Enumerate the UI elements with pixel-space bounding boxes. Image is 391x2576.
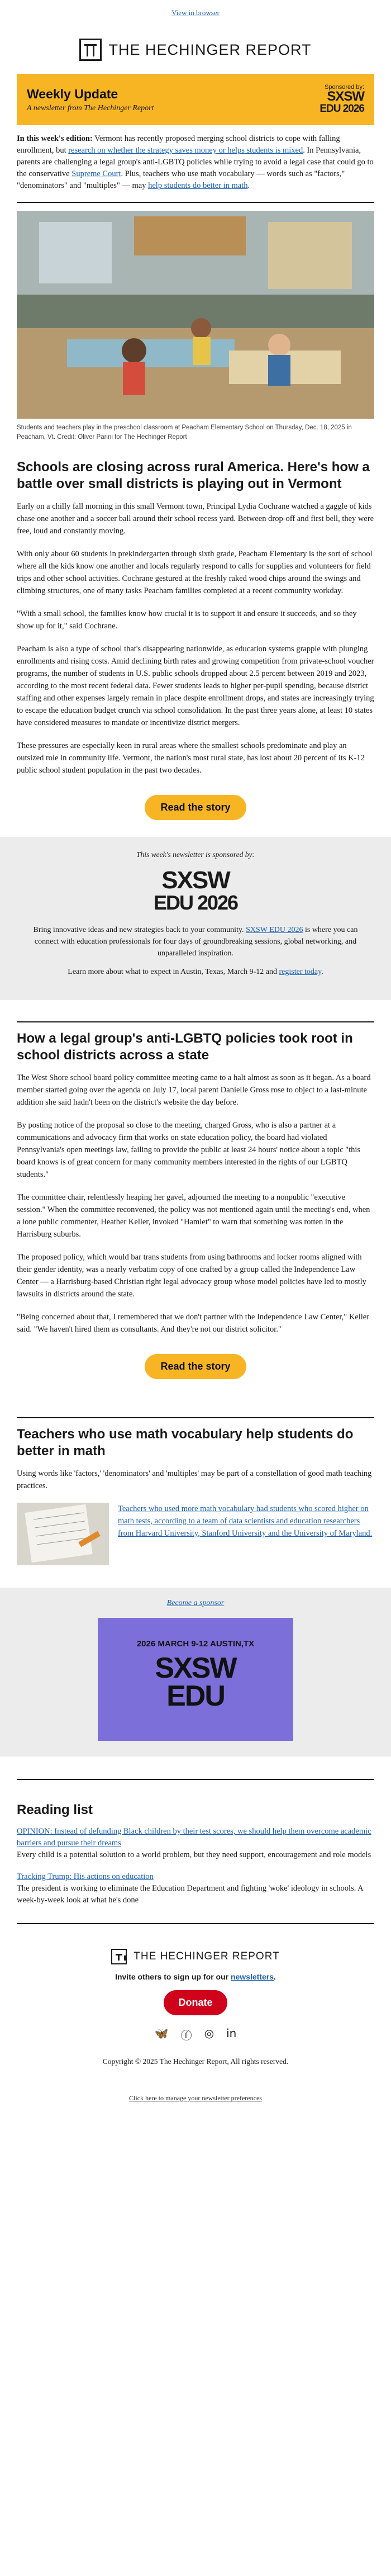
ad-edu: EDU	[166, 1680, 225, 1712]
classroom-photo[interactable]	[17, 211, 374, 419]
reading-item-link[interactable]: Tracking Trump: His actions on education	[17, 1872, 154, 1881]
divider	[17, 1021, 374, 1022]
sxsw-logo-line2: EDU 2026	[153, 891, 238, 914]
sponsor-block	[0, 837, 391, 1000]
view-in-browser-link[interactable]: View in browser	[171, 8, 220, 17]
invite-line	[17, 1972, 374, 1981]
bluesky-icon[interactable]: 🦋	[154, 2026, 169, 2040]
photo-caption: Students and teachers play in the preschool classroom at Peacham Elementary School on Thursday, Dec. 18, 2025 in Peacham, Vt. Credit: Oliver Parini for The Hechinger Report	[17, 424, 352, 441]
copyright: Copyright © 2025 The Hechinger Report, All rights reserved.	[102, 2057, 289, 2066]
story-1-paragraph: "With a small school, the families know how crucial it is to support it and ensure it succeeds, and so they show up for it," said Cochrane.	[17, 609, 357, 631]
newsletter-banner	[17, 74, 374, 125]
sponsor-text: Learn more about what to expect in Austin, Texas, March 9-12 and	[68, 968, 279, 976]
reading-list	[17, 1779, 374, 1906]
invite-text: .	[274, 1972, 276, 1981]
newsletters-link[interactable]: newsletters	[230, 1972, 274, 1981]
social-links	[17, 2026, 374, 2043]
sponsored-by-label: Sponsored by:	[325, 84, 364, 91]
divider	[17, 202, 374, 203]
masthead	[17, 26, 374, 74]
intro-link-supreme-court[interactable]: Supreme Court	[71, 169, 121, 178]
become-sponsor-link[interactable]: Become a sponsor	[166, 1599, 225, 1607]
intro-text: .	[247, 181, 250, 190]
sponsor-text: .	[321, 968, 323, 976]
reading-item-desc: The president is working to eliminate the Education Department and fighting 'woke' ideology in schools. A week-by-week look at what he's done	[17, 1884, 363, 1905]
classroom-photo-illustration	[17, 211, 374, 419]
sxsw-logo-line1: SXSW	[327, 89, 364, 104]
newsletter-title: Weekly Update	[27, 86, 118, 101]
reading-item-link[interactable]: OPINION: Instead of defunding Black children by their test scores, we should help them overcome academic barriers and pursue their dreams	[17, 1827, 371, 1848]
sxsw-edu-ad[interactable]	[98, 1618, 293, 1741]
manage-preferences-link[interactable]: Click here to manage your newsletter preferences	[129, 2094, 262, 2102]
divider	[17, 1417, 374, 1418]
instagram-icon[interactable]: ◎	[204, 2026, 214, 2040]
story-1-paragraph: These pressures are especially keen in rural areas where the smallest schools predominate and play an outsized role in community life. Vermont, the nation's most rural state, has lost about 20 percent of its K-12 public school student population in the past two decades.	[17, 741, 365, 775]
story-1-headline[interactable]: Schools are closing across rural America. Here's how a battle over small districts is playing out in Vermont	[17, 460, 370, 491]
story-1-paragraph: Early on a chilly fall morning in this small Vermont town, Principal Lydia Cochrane watched a gaggle of kids chase one another and a soccer ball around their school recess yard. Between drop-off and first bell, they were free, loud and constantly moving.	[17, 502, 374, 536]
story-1-paragraph: With only about 60 students in prekindergarten through sixth grade, Peacham Elementary is the sort of school where all the kids know one another and locals regularly respond to calls for supplies and volunteers for field trips and other school activities. Cochrane gestured at the freshly raked wood chips around the swings and climbing structures, one of many tasks Peacham families completed at a recent community workday.	[17, 550, 373, 595]
sponsor-ad-block	[0, 1588, 391, 1756]
story-3-headline[interactable]: Teachers who use math vocabulary help students do better in math	[17, 1427, 354, 1459]
intro-link-math[interactable]: help students do better in math	[148, 181, 248, 190]
intro-lead: In this week's edition:	[17, 134, 93, 143]
footer-brand-name: THE HECHINGER REPORT	[133, 1950, 280, 1962]
sponsor-lead: This week's newsletter is sponsored by:	[136, 850, 255, 859]
register-link[interactable]: register today	[279, 968, 322, 976]
brand-name: THE HECHINGER REPORT	[108, 41, 312, 58]
manage-preferences	[17, 2094, 374, 2125]
sxsw-logo-line1: SXSW	[161, 866, 230, 894]
intro-text: Vermont has recently proposed merging school districts to cope with falling enrollment, but	[17, 134, 340, 155]
story-3-teaser-text	[118, 1503, 374, 1540]
newsletter-subtitle: A newsletter from The Hechinger Report	[27, 103, 154, 112]
intro-link-research[interactable]: research on whether the strategy saves money or helps students is mixed	[68, 146, 303, 155]
hechinger-logo-icon	[111, 1949, 127, 1964]
footer	[17, 1932, 374, 2125]
read-story-1-button[interactable]: Read the story	[145, 795, 246, 820]
sponsor-text: is where you can connect with education professionals for four days of groundbreaking sessions, global networking, and unparalleled inspiration.	[34, 926, 358, 958]
invite-text: Invite others to sign up for our	[115, 1972, 231, 1981]
intro-text: . In Pennsylvania, parents are challenging a legal group's anti-LGBTQ policies while trying to avoid a legal case that could go to the conservative	[17, 146, 374, 178]
top-bar	[0, 0, 391, 26]
story-1	[17, 459, 374, 837]
sxsw-edu-logo[interactable]	[22, 866, 369, 914]
reading-item	[17, 1826, 374, 1861]
story-3-link[interactable]: Teachers who used more math vocabulary had students who scored higher on math tests, according to a team of data scientists and education researchers from Harvard University, Stanford University and the University of Maryland.	[118, 1504, 373, 1538]
story-3-teaser	[17, 1503, 374, 1565]
story-2-paragraph: The proposed policy, which would bar trans students from using bathrooms and locker rooms aligned with their gender identity, was a nearly verbatim copy of one crafted by a group called the Independence Law Center — a Harrisburg-based Christian right legal advocacy group whose model policies have led to mostly lawsuits in districts around the state.	[17, 1253, 366, 1299]
facebook-icon[interactable]: ⓕ	[180, 2029, 192, 2042]
linkedin-icon[interactable]: in	[226, 2026, 237, 2040]
story-2-paragraph: The committee chair, relentlessly heaping her gavel, adjourned the meeting to a nonpublic "executive session." When the committee reconvened, the policy was not mentioned again until the meeting's end, when a lone public commenter, Heather Keller, invoked "Hamlet" to warn that something was rotten in the Harrisburg suburbs.	[17, 1193, 370, 1239]
ad-sxsw: SXSW	[155, 1652, 236, 1684]
ad-dates: 2026 MARCH 9-12 AUSTIN,TX	[136, 1639, 255, 1649]
math-worksheet-thumbnail[interactable]	[17, 1503, 109, 1565]
reading-list-title: Reading list	[17, 1802, 93, 1817]
story-2-headline[interactable]: How a legal group's anti-LGBTQ policies took root in school districts across a state	[17, 1031, 353, 1063]
story-2-paragraph: The West Shore school board policy committee meeting came to a halt almost as soon as it began. As a board member started going over the agenda on July 17, local parent Danielle Gross rose to object to a last-minute addition she said hadn't been on the district's website the day before.	[17, 1073, 371, 1107]
footer-masthead	[17, 1944, 374, 1969]
sponsor-logo[interactable]	[320, 84, 364, 115]
intro-paragraph	[17, 125, 374, 198]
divider	[17, 1779, 374, 1780]
sponsor-link[interactable]: SXSW EDU 2026	[246, 926, 303, 934]
math-worksheet-illustration	[17, 1503, 109, 1565]
read-story-2-button[interactable]: Read the story	[145, 1354, 246, 1379]
sponsor-text: Bring innovative ideas and new strategies back to your community.	[33, 926, 246, 934]
story-2	[17, 1000, 374, 1396]
story-3-dek: Using words like 'factors,' 'denominators' and 'multiples' may be part of a constellation of good math teaching practices.	[17, 1469, 372, 1490]
story-2-paragraph: "Being concerned about that, I remembered that we don't partner with the Independence Law Center," Keller said. "We haven't hired them as consultants. And they're not our district solicitor."	[17, 1313, 370, 1334]
hechinger-logo-icon	[79, 39, 102, 61]
story-3	[17, 1396, 374, 1565]
sponsor-paragraph	[22, 924, 369, 959]
intro-text: . Plus, teachers who use math vocabulary — words such as "factors," "denominators" and "multiples" — may	[17, 169, 345, 190]
sxsw-logo-line2: EDU 2026	[320, 103, 364, 115]
story-2-paragraph: By posting notice of the proposal so close to the meeting, charged Gross, who is also a partner at a communications and advocacy firm that works on state education policy, the board had violated Pennsylvania's open meetings law, failing to provide the public at least 24 hours' notice about a topic "this board knows is of great concern for many community members interested in the rights of our LGBTQ students."	[17, 1121, 361, 1179]
divider	[17, 1923, 374, 1924]
story-1-paragraph: Peacham is also a type of school that's disappearing nationwide, as education systems grapple with plunging enrollments and rising costs. Amid declining birth rates and growing competition from private-school voucher programs, the number of students in U.S. public schools dropped about 2.5 percent between 2019 and 2023, according to the most recent federal data. Fewer students leads to higher per-pupil spending, because district staffing and other expenses largely remain in place despite enrollment drops, and states are increasingly trying to escape the education budget crunch via school consolidation. In the past three years alone, at least 10 states have considered measures to mandate or incentivize district mergers.	[17, 645, 374, 727]
reading-item-desc: Every child is a potential solution to a world problem, but they need support, encouragement and role models	[17, 1850, 371, 1859]
sponsor-paragraph	[22, 966, 369, 978]
donate-button[interactable]: Donate	[164, 1990, 227, 2015]
reading-item	[17, 1871, 374, 1906]
